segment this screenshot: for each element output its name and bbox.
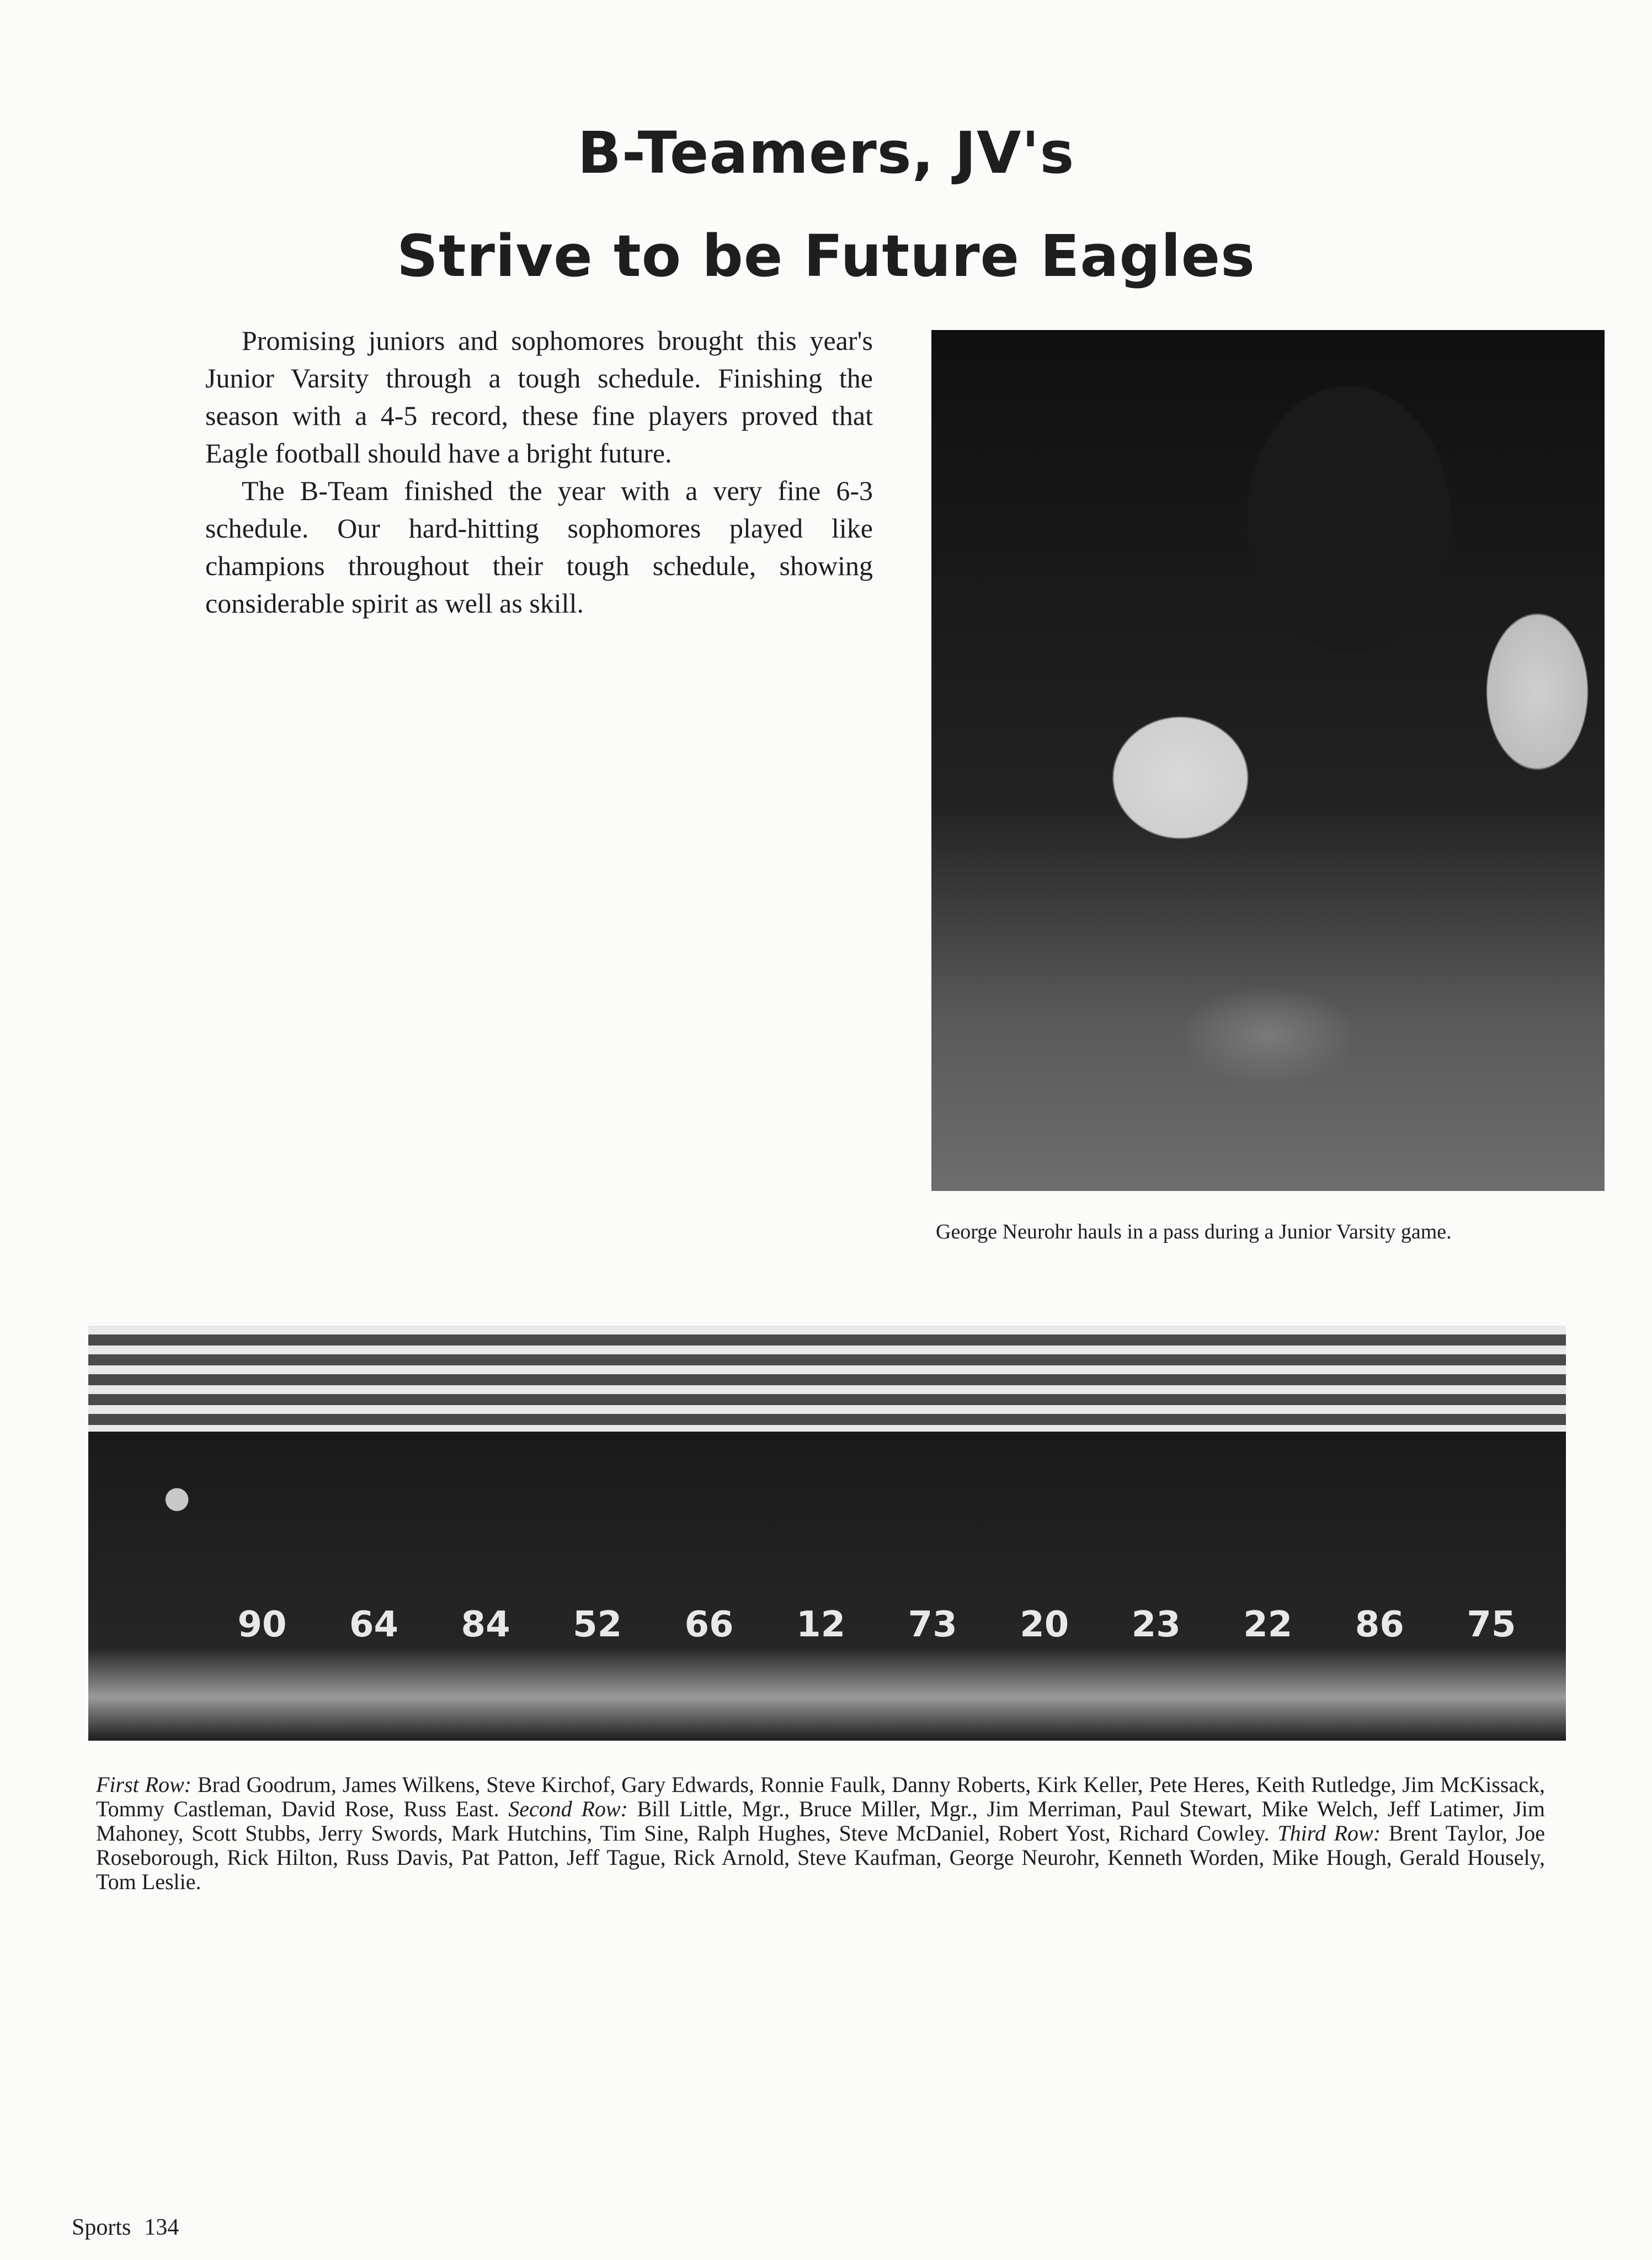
- jersey-number: 64: [349, 1604, 399, 1645]
- jersey-number: 66: [684, 1604, 734, 1645]
- headline-line-1: B-Teamers, JV's: [577, 119, 1075, 187]
- intro-text: [205, 322, 873, 622]
- jersey-number: 22: [1243, 1604, 1293, 1645]
- jersey-number: 90: [237, 1604, 287, 1645]
- jersey-number: 23: [1131, 1604, 1181, 1645]
- intro-paragraph-2: The B-Team finished the year with a very fine 6-3 schedule. Our hard-hitting sophomores played like champions throughout their tough schedule, showing considerable spirit as well as skill.: [205, 475, 873, 619]
- footer-page-number: 134: [144, 2215, 179, 2240]
- intro-paragraph-1: Promising juniors and sophomores brought this year's Junior Varsity through a tough schedule. Finishing the season with a 4-5 record, these fine players proved that Eagle football should have a bright future.: [205, 325, 873, 469]
- roster-caption: [96, 1773, 1545, 1894]
- second-row-label: Second Row:: [508, 1796, 628, 1821]
- headline-line-2: Strive to be Future Eagles: [396, 222, 1256, 290]
- footer-section: Sports: [72, 2215, 131, 2240]
- jersey-number: 52: [573, 1604, 622, 1645]
- team-group-photo: [88, 1326, 1566, 1741]
- jersey-number: 75: [1467, 1604, 1516, 1645]
- football-action-photo: [931, 330, 1605, 1191]
- jersey-numbers: [221, 1592, 1533, 1658]
- page-footer: [72, 2214, 179, 2241]
- jersey-number: 84: [461, 1604, 510, 1645]
- first-row-label: First Row:: [96, 1772, 192, 1797]
- jersey-number: 12: [796, 1604, 846, 1645]
- third-row-names: Brent Taylor, Joe Roseborough, Rick Hilton, Russ Davis, Pat Patton, Jeff Tague, Rick Arnold, Steve Kaufman, George Neurohr, Kenneth Worden, Mike Hough, Gerald Housely, Tom Leslie.: [96, 1821, 1546, 1894]
- team-players: [88, 1432, 1566, 1741]
- third-row-label: Third Row:: [1277, 1821, 1381, 1846]
- photo-caption: George Neurohr hauls in a pass during a Junior Varsity game.: [936, 1220, 1452, 1243]
- jersey-number: 73: [908, 1604, 957, 1645]
- second-row-names: Bill Little, Mgr., Bruce Miller, Mgr., Jim Merriman, Paul Stewart, Mike Welch, Jeff Latimer, Jim Mahoney, Scott Stubbs, Jerry Swords, Mark Hutchins, Tim Sine, Ralph Hughes, Steve McDaniel, Robert Yost, Richard Cowley.: [96, 1796, 1545, 1846]
- jersey-number: 20: [1020, 1604, 1069, 1645]
- first-row-names: Brad Goodrum, James Wilkens, Steve Kirchof, Gary Edwards, Ronnie Faulk, Danny Roberts, Kirk Keller, Pete Heres, Keith Rutledge, Jim McKissack, Tommy Castleman, David Rose, Russ East.: [96, 1772, 1545, 1821]
- jersey-number: 86: [1355, 1604, 1404, 1645]
